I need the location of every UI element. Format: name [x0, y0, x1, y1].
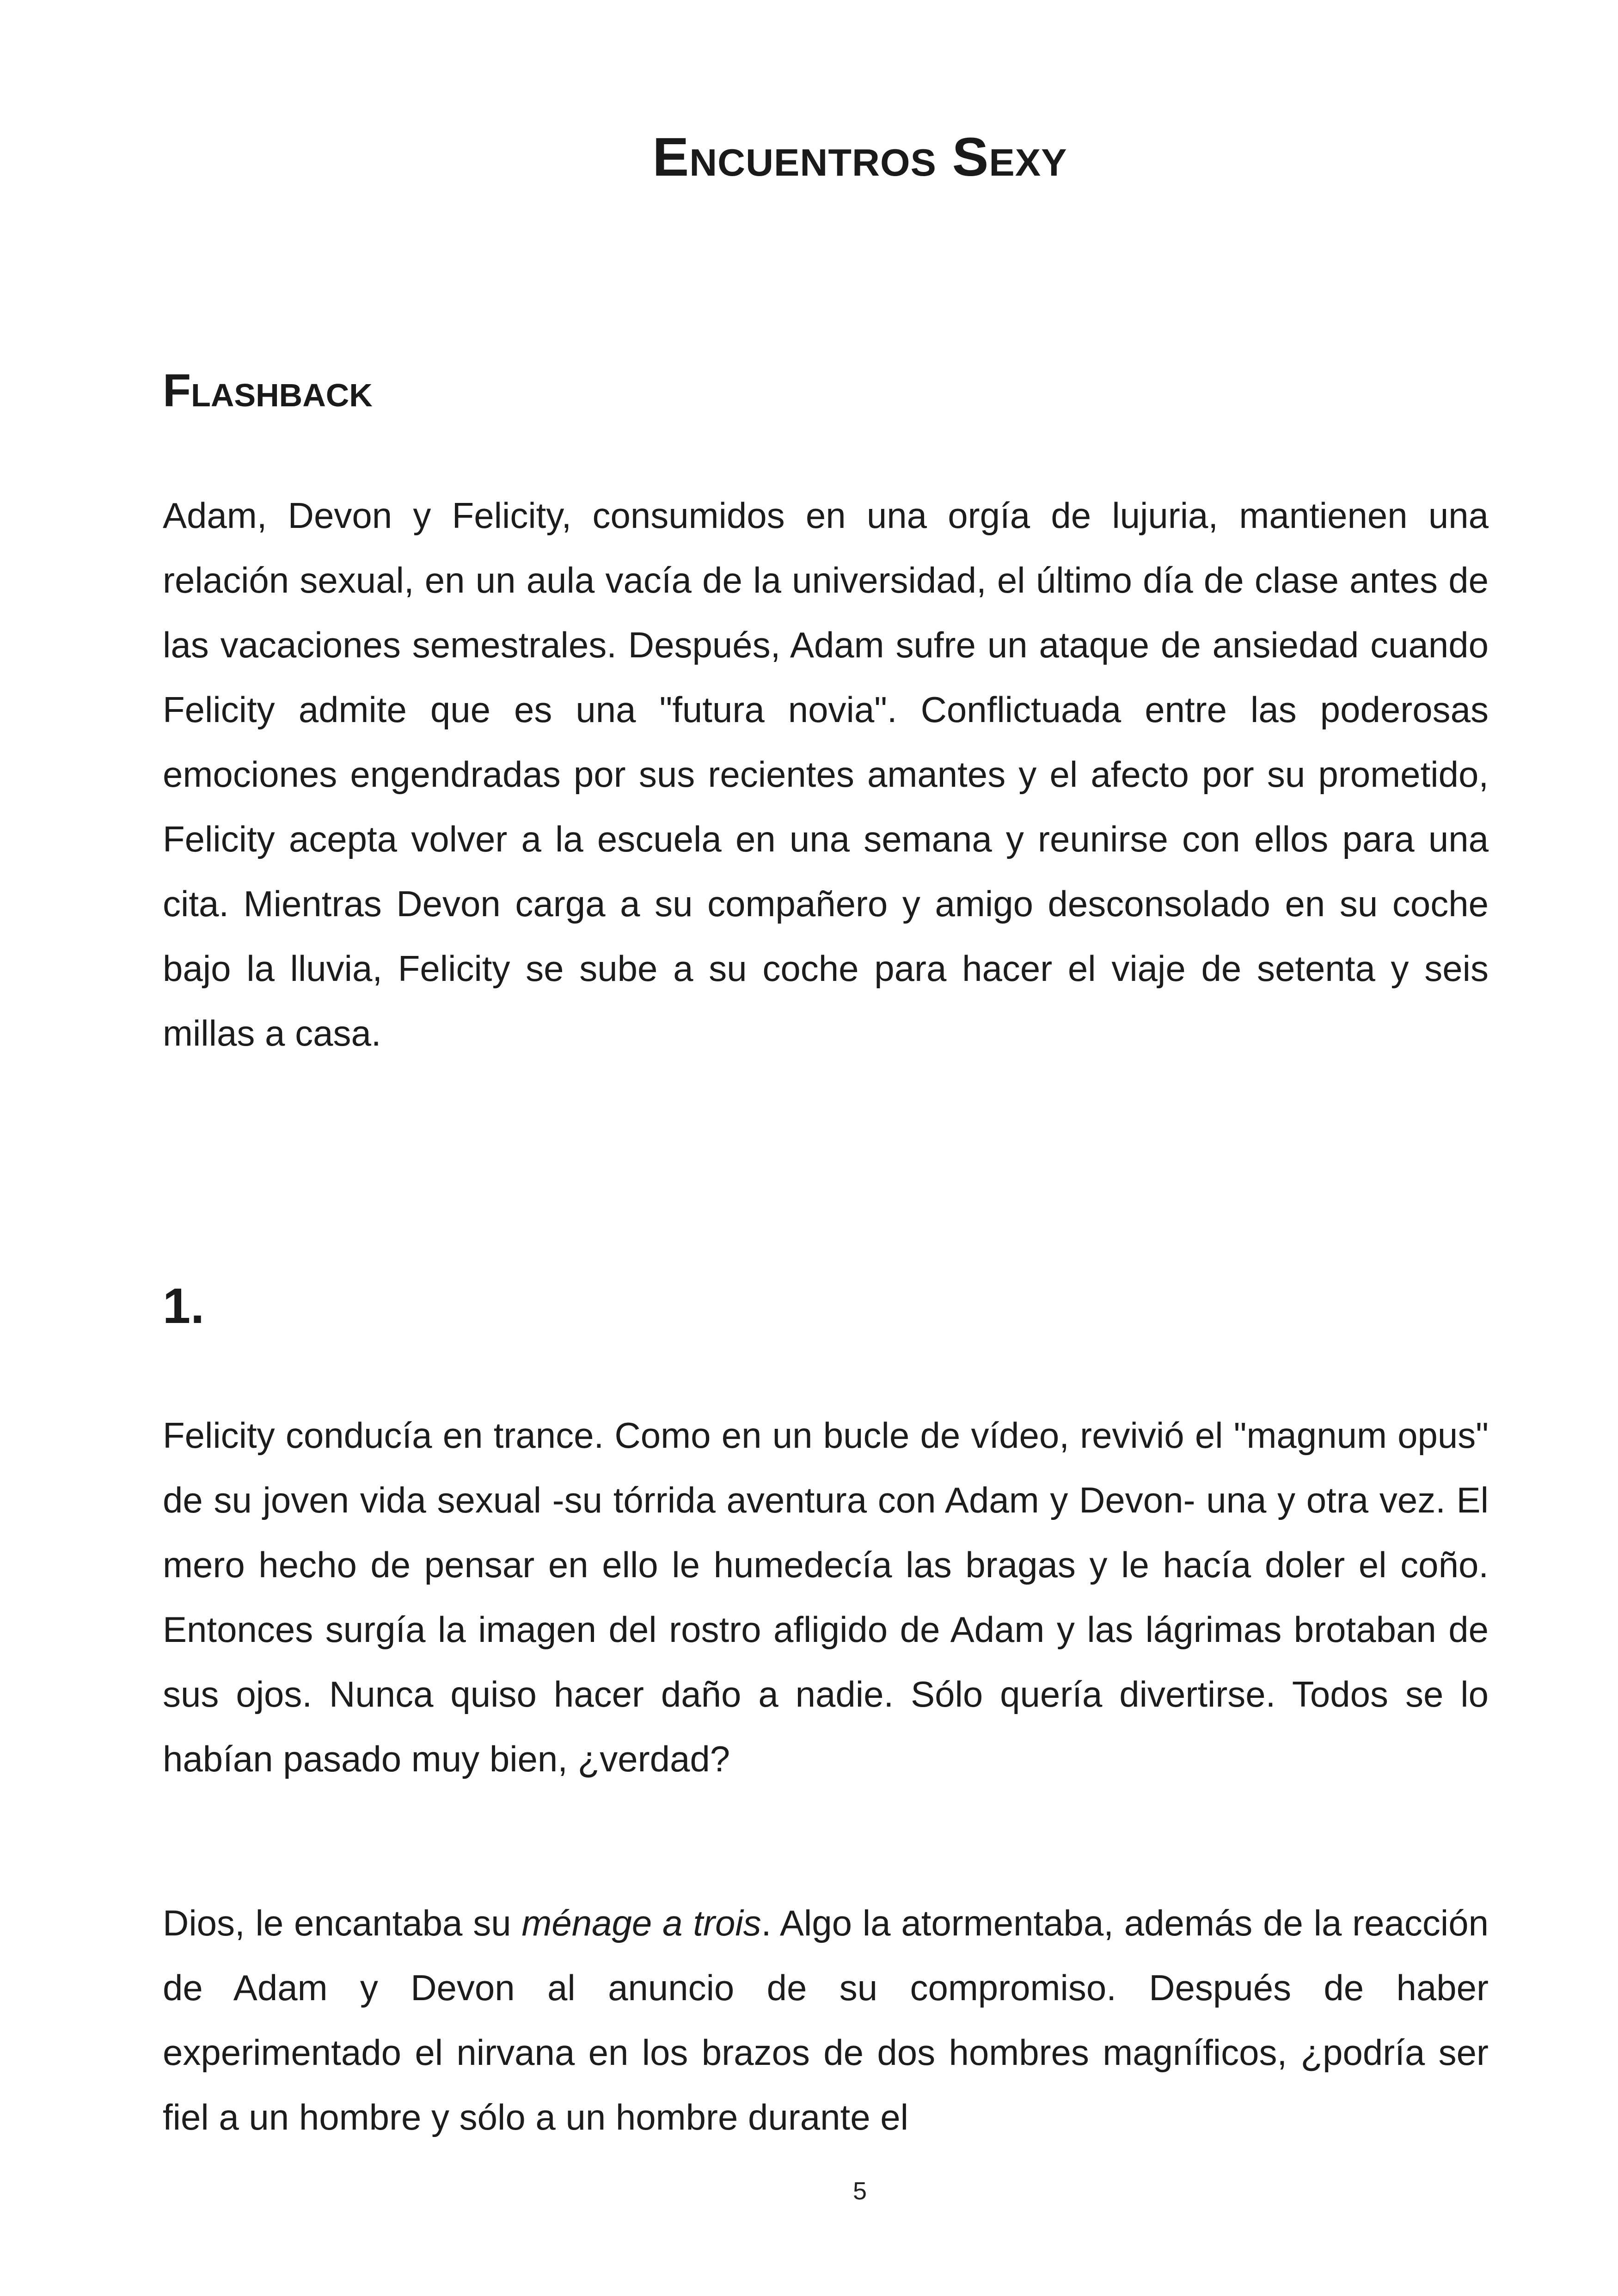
section-heading-flashback: Flashback: [163, 365, 373, 416]
flashback-paragraph: Adam, Devon y Felicity, consumidos en una orgía de lujuria, mantienen una relación sexual, en un aula vacía de la universidad, el último día de clase antes de las vacaciones semestrales. Después, Adam sufre un ataque de ansiedad cuando Felicity admite que es una "futura novia". Conflictuada entre las poderosas emociones engendradas por sus recientes amantes y el afecto por su prometido, Felicity acepta volver a la escuela en una semana y reunirse con ellos para una cita. Mientras Devon carga a su compañero y amigo desconsolado en su coche bajo la lluvia, Felicity se sube a su coche para hacer el viaje de setenta y seis millas a casa.: [163, 495, 1489, 1053]
chapter-paragraph-1: Felicity conducía en trance. Como en un bucle de vídeo, revivió el "magnum opus" de su joven vida sexual -su tórrida aventura con Adam y Devon- una y otra vez. El mero hecho de pensar en ello le humedecía las bragas y le hacía doler el coño. Entonces surgía la imagen del rostro afligido de Adam y las lágrimas brotaban de sus ojos. Nunca quiso hacer daño a nadie. Sólo quería divertirse. Todos se lo habían pasado muy bien, ¿verdad?: [163, 1415, 1489, 1779]
book-title: Encuentros Sexy: [652, 127, 1067, 188]
paragraph-text-before-italic: Dios, le encantaba su: [163, 1903, 522, 1943]
chapter-heading: 1.: [163, 1278, 205, 1334]
paragraph-italic-phrase: ménage a trois: [521, 1903, 761, 1943]
paragraph-text-after-italic: . Algo la atormentaba, además de la reacción de Adam y Devon al anuncio de su compromiso. Después de haber experimentado el nirvana en los brazos de dos hombres magníficos, ¿podría ser fiel a un hombre y sólo a un hombre durante el: [163, 1903, 1489, 2137]
page-number: 5: [852, 2177, 867, 2205]
chapter-paragraph-2: [163, 1891, 1489, 2149]
